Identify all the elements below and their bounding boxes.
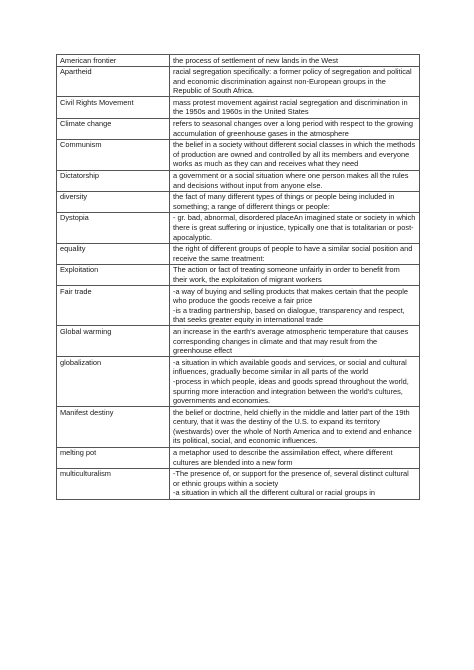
term-cell: Global warming xyxy=(57,326,170,357)
table-row xyxy=(57,191,420,212)
table-row xyxy=(57,97,420,118)
table-row xyxy=(57,139,420,170)
table-row xyxy=(57,326,420,357)
definition-line: the belief in a society without different social classes in which the methods of production are owned and controlled by all its members and everyone works as much as they can and receives what they need xyxy=(173,140,416,169)
term-cell: Apartheid xyxy=(57,66,170,97)
table-row xyxy=(57,407,420,447)
definition-cell xyxy=(170,468,420,499)
table-row xyxy=(57,118,420,139)
table-row xyxy=(57,264,420,285)
definition-cell xyxy=(170,357,420,407)
definition-line: -a way of buying and selling products that makes certain that the people who produce the goods receive a fair price xyxy=(173,286,408,306)
definition-line: the fact of many different types of things or people being included in something; a range of different things or people: xyxy=(173,192,395,211)
table-row xyxy=(57,357,420,407)
definition-cell xyxy=(170,407,420,447)
definition-line: The action or fact of treating someone unfairly in order to benefit from their work, the exploitation of migrant workers xyxy=(173,265,400,284)
definition-cell xyxy=(170,286,420,326)
term-cell: Climate change xyxy=(57,118,170,139)
definition-line: mass protest movement against racial segregation and discrimination in the 1950s and 1960s in the United States xyxy=(173,97,408,117)
term-cell: Manifest destiny xyxy=(57,407,170,447)
definition-cell xyxy=(170,326,420,357)
table-row xyxy=(57,212,420,243)
definition-line: -a situation in which all the different cultural or racial groups in xyxy=(173,488,375,498)
definition-cell xyxy=(170,66,420,97)
term-cell: globalization xyxy=(57,357,170,407)
definition-line: the process of settlement of new lands in the West xyxy=(173,55,339,65)
definition-line: - gr. bad, abnormal, disordered placeAn imagined state or society in which there is great suffering or injustice, typically one that is totalitarian or post-apocalyptic. xyxy=(173,213,416,242)
definition-line: -is a trading partnership, based on dialogue, transparency and respect, that seeks greater equity in international trade xyxy=(173,305,405,325)
definition-cell xyxy=(170,170,420,191)
glossary-body xyxy=(57,55,420,500)
definition-line: refers to seasonal changes over a long period with respect to the growing accumulation of greenhouse gases in the atmosphere xyxy=(173,119,413,138)
definition-cell xyxy=(170,191,420,212)
term-cell: diversity xyxy=(57,191,170,212)
definition-cell xyxy=(170,139,420,170)
term-cell: Dystopia xyxy=(57,212,170,243)
definition-line: a government or a social situation where one person makes all the rules and decisions without input from anyone else. xyxy=(173,171,409,190)
term-cell: American frontier xyxy=(57,55,170,67)
term-cell: Civil Rights Movement xyxy=(57,97,170,118)
term-cell: equality xyxy=(57,243,170,264)
table-row xyxy=(57,286,420,326)
definition-cell xyxy=(170,55,420,67)
term-cell: multiculturalism xyxy=(57,468,170,499)
term-cell: Dictatorship xyxy=(57,170,170,191)
definition-line: racial segregation specifically: a former policy of segregation and political and economic discrimination against non-European groups in the Republic of South Africa. xyxy=(173,67,412,96)
definition-line: the belief or doctrine, held chiefly in the middle and latter part of the 19th century, that it was the destiny of the U.S. to expand its territory (westwards) over the whole of North America and to extend and enhance its political, social, and economic influences. xyxy=(173,407,412,446)
definition-line: an increase in the earth's average atmospheric temperature that causes corresponding changes in climate and that may result from the greenhouse effect xyxy=(173,326,409,356)
definition-cell xyxy=(170,264,420,285)
term-cell: melting pot xyxy=(57,447,170,468)
table-row xyxy=(57,468,420,499)
table-row xyxy=(57,66,420,97)
term-cell: Communism xyxy=(57,139,170,170)
term-cell: Fair trade xyxy=(57,286,170,326)
definition-line: the right of different groups of people to have a similar social position and receive the same treatment: xyxy=(173,244,413,263)
term-cell: Exploitation xyxy=(57,264,170,285)
definition-line: a metaphor used to describe the assimilation effect, where different cultures are blended into a new form xyxy=(173,448,393,467)
table-row xyxy=(57,447,420,468)
definition-cell xyxy=(170,212,420,243)
definition-cell xyxy=(170,97,420,118)
definition-cell xyxy=(170,243,420,264)
table-row xyxy=(57,55,420,67)
definition-line: -a situation in which available goods and services, or social and cultural influences, gradually become similar in all parts of the world xyxy=(173,357,407,377)
table-row xyxy=(57,243,420,264)
glossary-table xyxy=(56,54,420,500)
table-row xyxy=(57,170,420,191)
definition-line: -process in which people, ideas and goods spread throughout the world, spurring more interaction and integration between the world's cultures, governments and economies. xyxy=(173,376,409,406)
definition-cell xyxy=(170,118,420,139)
definition-line: -The presence of, or support for the presence of, several distinct cultural or ethnic groups within a society xyxy=(173,469,409,488)
definition-cell xyxy=(170,447,420,468)
